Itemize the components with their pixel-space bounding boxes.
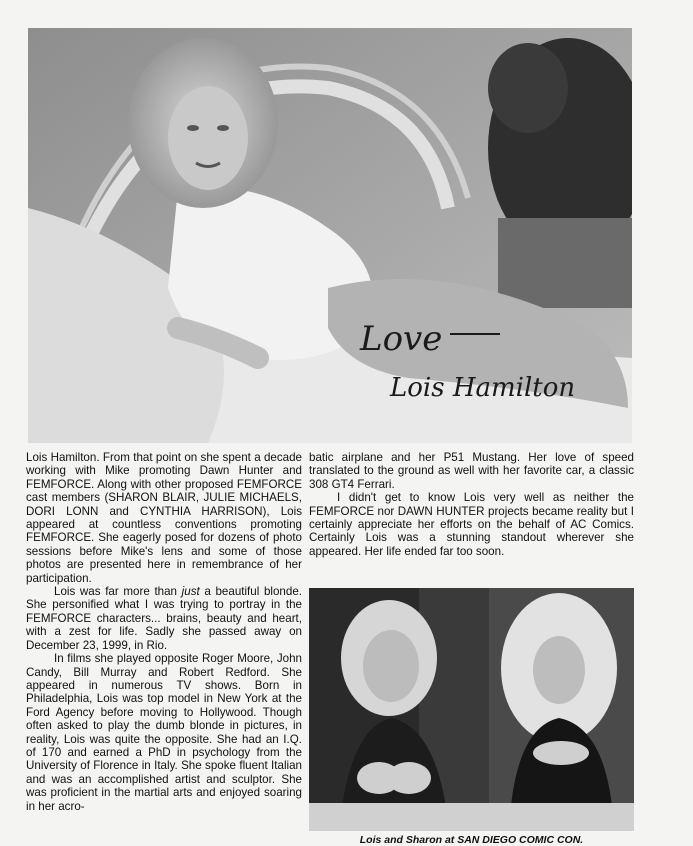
photo-caption [309,834,634,846]
article-column-right [309,451,634,558]
article-paragraph [26,585,302,652]
article-column-left [26,451,302,813]
caption-text: Lois and Sharon at [359,834,458,846]
emphasis-text: just [181,585,200,599]
text-run: a beautiful blonde. She personified what I was trying to portray in the FEMFORCE characters... brains, beauty and heart, with a zest for life. Sadly she passed away on December 23, 1999, in Rio. [26,585,302,652]
article-paragraph: In films she played opposite Roger Moore, John Candy, Bill Murray and Robert Redford. She appeared in numerous TV shows. Born in Philadelphia, Lois was top model in New York at the Ford Agency before moving to Hollywood. Though often asked to play the dumb blonde in pictures, in reality, Lois was quite the opposite. She had an I.Q. of 170 and earned a PhD in psychology from the University of Florence in Italy. She spoke fluent Italian and was an accomplished artist and sculptor. She was proficient in the martial arts and enjoyed soaring in her acro- [26,652,302,813]
article-paragraph: Lois Hamilton. From that point on she spent a decade working with Mike promoting Dawn Hunter and FEMFORCE. Along with other proposed FEMFORCE cast members (SHARON BLAIR, JULIE MICHAELS, DORI LONN and CYNTHIA HARRISON), Lois appeared at countless conventions promoting FEMFORCE. She eagerly posed for dozens of photo sessions before Mike's lens and some of those photos are presented here in remembrance of her participation. [26,451,302,585]
autograph-signature [350,310,620,410]
article-paragraph: batic airplane and her P51 Mustang. Her love of speed translated to the ground as well with her favorite car, a classic 308 GT4 Ferrari. [309,451,634,491]
caption-event: SAN DIEGO COMIC CON. [457,834,584,846]
text-run: Lois was far more than [54,585,182,599]
article-paragraph: I didn't get to know Lois very well as neither the FEMFORCE nor DAWN HUNTER projects became reality but I certainly appreciate her efforts on the behalf of AC Comics. Certainly Lois was a stunning standout wherever she appeared. Her life ended far too soon. [309,491,634,558]
signature-line-love: Love [360,319,443,359]
bottom-photo [309,588,634,831]
signature-line-name: Lois Hamilton [390,373,576,403]
bottom-photo-image [309,588,634,831]
